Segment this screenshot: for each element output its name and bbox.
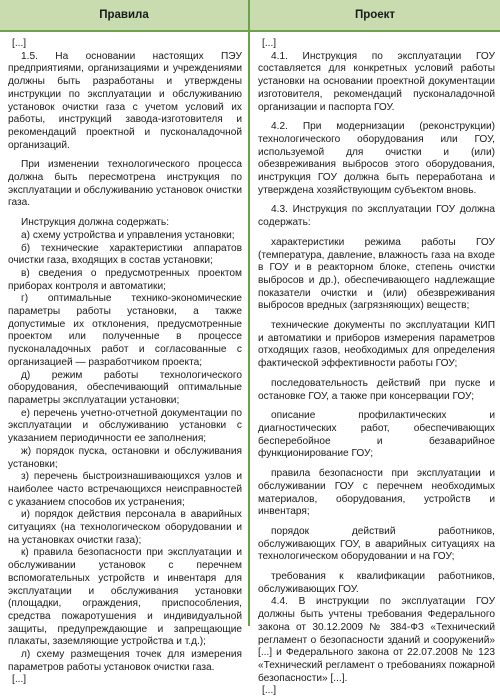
rules-paragraph: е) перечень учетно-отчетной документации по эксплуатации и обслуживанию установки с указанием периодичности ее заполнения;: [8, 407, 242, 445]
rules-paragraph: в) сведения о предусмотренных проектом приборах контроля и автоматики;: [8, 267, 242, 292]
rules-paragraph: ж) порядок пуска, остановки и обслуживания установки;: [8, 445, 242, 470]
rules-paragraph: и) порядок действия персонала в аварийных ситуациях (на технологическом оборудовании и на установках очистки газа);: [8, 509, 242, 546]
project-paragraph: 4.2. При модернизации (реконструкции) технологического оборудования или ГОУ, используемой для очистки и (или) обезвреживания выбросов этого оборудования, инструкция ГОУ должна быть переработана и утверждена хозяйствующим субъектом вновь.: [258, 121, 495, 196]
rules-paragraph: 1.5. На основании настоящих ПЭУ предприятиями, организациями и учреждениями должны быть разработаны и утверждены инструкции по эксплуатации и обслуживанию установок очистки газа с учетом условий их работы, инструкций завода-изготовителя и рекомендаций проектной и пусконаладочной организаций.: [8, 50, 242, 151]
rules-paragraph: б) технические характеристики аппаратов очистки газа, входящих в состав установки;: [8, 242, 242, 267]
project-paragraph: [...]: [262, 685, 277, 697]
project-paragraph: характеристики режима работы ГОУ (температура, давление, влажность газа на входе в ГОУ и в реакторном блоке, степень очистки выбросов и др.), обеспечивающего надлежащие показатели очистки и (или) обезвреживания выбросов вредных (загрязняющих) веществ;: [258, 236, 495, 312]
rules-paragraph: к) правила безопасности при эксплуатации и обслуживании установок с перечнем вспомогательных устройств и инвентаря для эксплуатации и обслуживания установки (площадки, ограждения, приспособления, средства пожаротушения и индивидуальной защиты, предупреждающие и запрещающие плакаты, заземляющие устройства и т.д.);: [8, 547, 242, 648]
project-paragraph: описание профилактических и диагностических работ, обеспечивающих бесперебойное и безаварийное функционирование ГОУ;: [258, 410, 495, 460]
project-text: [250, 32, 500, 698]
rules-text: [0, 32, 248, 687]
rules-column: [0, 0, 250, 686]
project-paragraph: требования к квалификации работников, обслуживающих ГОУ.: [258, 571, 495, 595]
rules-paragraph: а) схему устройства и управления установки;: [21, 229, 235, 241]
project-paragraph: порядок действий работников, обслуживающих ГОУ, в аварийных ситуациях на технологическом оборудовании и на ГОУ;: [258, 525, 495, 563]
rules-paragraph: [...]: [12, 674, 27, 686]
rules-header: Правила: [0, 0, 248, 32]
project-paragraph: 4.4. В инструкции по эксплуатации ГОУ должны быть учтены требования Федерального закона от 30.12.2009 № 384-ФЗ «Технический регламент о безопасности зданий и сооружений» [...] и Федерального закона от 22.07.2008 № 123 «Технический регламент о требованиях пожарной безопасности» [...].: [258, 596, 495, 684]
project-paragraph: последовательность действий при пуске и остановке ГОУ, а также при консервации ГОУ;: [258, 377, 495, 402]
rules-paragraph: з) перечень быстроизнашивающихся узлов и наиболее часто встречающихся неисправностей с указанием способов их устранения;: [8, 471, 242, 508]
project-paragraph: 4.1. Инструкция по эксплуатации ГОУ составляется для конкретных условий работы установки на основании проектной документации изготовителя, рекомендаций пусконаладочной организации и паспорта ГОУ.: [258, 50, 495, 113]
project-column: [250, 0, 500, 697]
rules-paragraph: д) режим работы технологического оборудования, обеспечивающий оптимальные параметры эксплуатации установки;: [8, 369, 242, 406]
rules-paragraph: При изменении технологического процесса должна быть пересмотрена инструкция по эксплуатации и обслуживанию установок очистки газа.: [8, 159, 242, 209]
rules-paragraph: г) оптимальные технико-экономические параметры работы установки, а также допустимые их отклонения, предусмотренные проектом или полученные в процессе пусконаладочных работ и согласованные с организацией — разработчиком проекта;: [8, 293, 242, 368]
rules-paragraph: л) схему размещения точек для измерения параметров работы установок очистки газа.: [8, 649, 242, 673]
project-paragraph: технические документы по эксплуатации КИП и автоматики и приборов измерения параметров отходящих газов, необходимых для определения фактической эффективности работы ГОУ;: [258, 320, 495, 370]
project-paragraph: правила безопасности при эксплуатации и обслуживании ГОУ с перечнем необходимых материалов, оборудования, устройств и инвентаря;: [258, 468, 495, 518]
rules-paragraph: Инструкция должна содержать:: [21, 217, 170, 229]
project-paragraph: [...]: [262, 38, 277, 49]
project-header: Проект: [250, 0, 500, 32]
project-paragraph: 4.3. Инструкция по эксплуатации ГОУ должна содержать:: [258, 204, 495, 229]
rules-paragraph: [...]: [12, 38, 27, 49]
